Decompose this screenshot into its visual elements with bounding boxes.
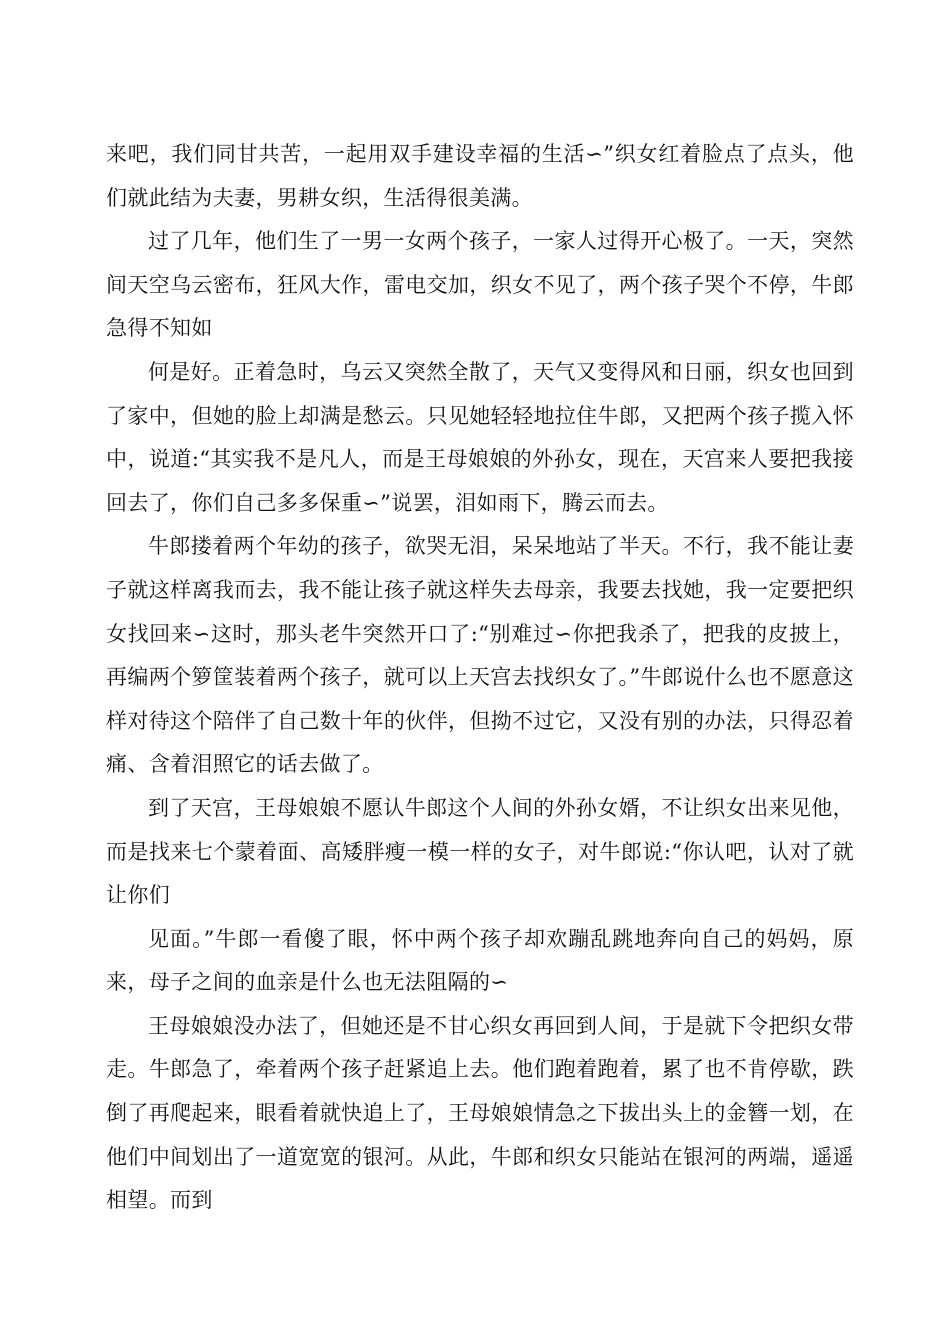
paragraph-1: 来吧，我们同甘共苦，一起用双手建设幸福的生活∽”织女红着脸点了点头，他们就此结为夫妻，男耕女织，生活得很美满。 — [106, 142, 854, 210]
paragraph-7: 王母娘娘没办法了，但她还是不甘心织女再回到人间，于是就下令把织女带走。牛郎急了，牵着两个孩子赶紧追上去。他们跑着跑着，累了也不肯停歇，跌倒了再爬起来，眼看着就快追上了，王母娘娘情急之下拔出头上的金簪一划，在他们中间划出了一道宽宽的银河。从此，牛郎和织女只能站在银河的两端，遥遥相望。而到 — [106, 1013, 854, 1213]
paragraph-4: 牛郎搂着两个年幼的孩子，欲哭无泪，呆呆地站了半天。不行，我不能让妻子就这样离我而去，我不能让孩子就这样失去母亲，我要去找她，我一定要把织女找回来∽这时，那头老牛突然开口了:“别难过∽你把我杀了，把我的皮披上，再编两个箩筐装着两个孩子，就可以上天宫去找织女了。”牛郎说什么也不愿意这样对待这个陪伴了自己数十年的伙伴，但拗不过它，又没有别的办法，只得忍着痛、含着泪照它的话去做了。 — [106, 534, 854, 777]
paragraph-3: 何是好。正着急时，乌云又突然全散了，天气又变得风和日丽，织女也回到了家中，但她的脸上却满是愁云。只见她轻轻地拉住牛郎，又把两个孩子揽入怀中，说道:“其实我不是凡人，而是王母娘娘的外孙女，现在，天宫来人要把我接回去了，你们自己多多保重∽”说罢，泪如雨下，腾云而去。 — [106, 359, 854, 515]
story-text-body — [106, 133, 854, 1223]
paragraph-5: 到了天宫，王母娘娘不愿认牛郎这个人间的外孙女婿，不让织女出来见他，而是找来七个蒙着面、高矮胖瘦一模一样的女子，对牛郎说:“你认吧，认对了就让你们 — [106, 795, 854, 908]
paragraph-6: 见面。”牛郎一看傻了眼，怀中两个孩子却欢蹦乱跳地奔向自己的妈妈，原来，母子之间的血亲是什么也无法阻隔的∽ — [106, 926, 854, 995]
paragraph-2: 过了几年，他们生了一男一女两个孩子，一家人过得开心极了。一天，突然间天空乌云密布，狂风大作，雷电交加，织女不见了，两个孩子哭个不停，牛郎急得不知如 — [106, 229, 854, 341]
